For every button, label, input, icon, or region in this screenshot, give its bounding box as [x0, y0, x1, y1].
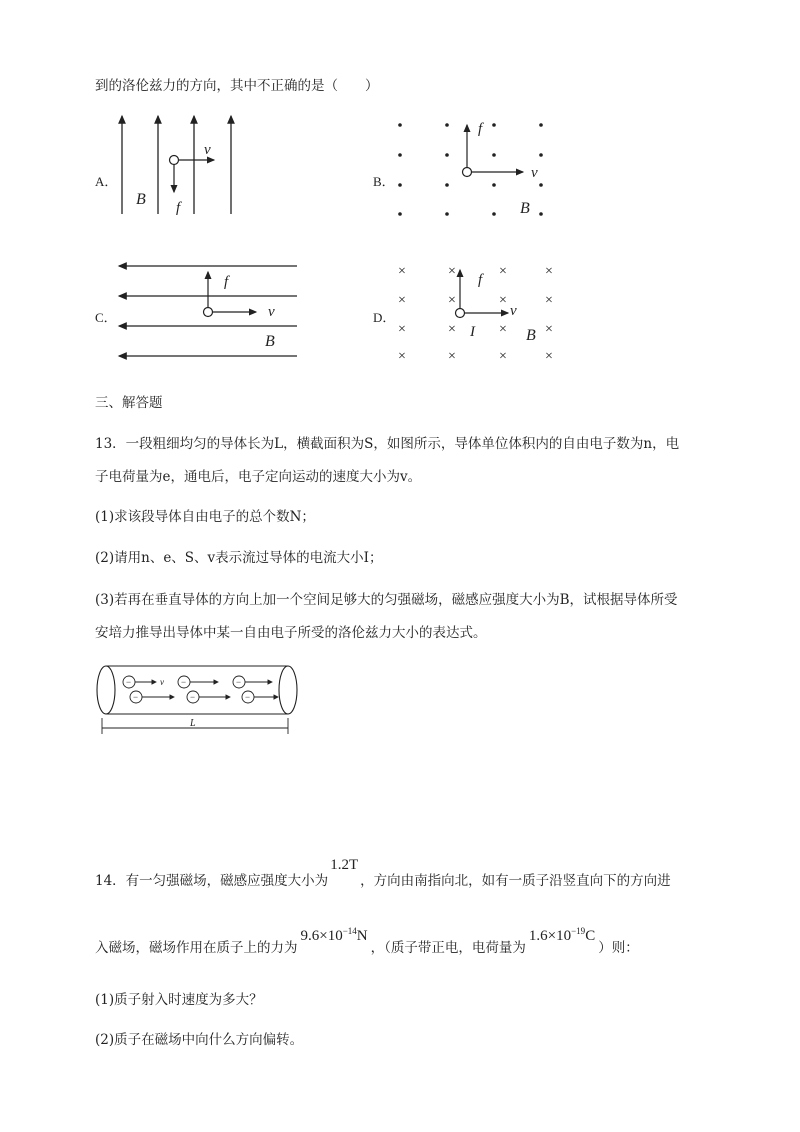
svg-text:×: ×: [545, 293, 553, 308]
diagram-a: [110, 108, 250, 220]
svg-text:×: ×: [545, 349, 553, 364]
svg-text:×: ×: [398, 349, 406, 364]
q13-part3-line2: 安培力推导出导体中某一自由电子所受的洛伦兹力大小的表达式。: [95, 625, 487, 641]
b-label: B: [520, 200, 530, 217]
f-label: f: [176, 200, 181, 216]
diagram-c: [113, 258, 303, 364]
q12-tail-text: 到的洛伦兹力的方向，其中不正确的是（ ）: [95, 78, 379, 94]
option-b-label: B．: [373, 174, 395, 189]
option-a-label: A．: [95, 174, 118, 189]
field-strength-value: 1.2T: [330, 857, 359, 873]
svg-text:×: ×: [499, 349, 507, 364]
q14-part1: (1)质子射入时速度为多大？: [95, 992, 263, 1008]
i-label: I: [470, 324, 475, 340]
svg-text:−: −: [190, 692, 196, 702]
svg-text:−: −: [126, 677, 132, 687]
q13-part2: (2)请用n、e、S、v表示流过导体的电流大小I；: [95, 550, 383, 566]
svg-text:×: ×: [499, 293, 507, 308]
svg-text:×: ×: [499, 322, 507, 337]
q14-line2: 入磁场，磁场作用在质子上的力为$9.6\times 10^{-14}N$，（质子带正电，电荷量为$1.6\times 10^{-19}C$）则：: [95, 926, 639, 956]
f-label: f: [224, 274, 229, 290]
svg-text:−: −: [236, 677, 242, 687]
option-d-label: D．: [373, 310, 396, 325]
svg-text:×: ×: [545, 322, 553, 337]
charge-value: $1.6\times 10^{-19}C$: [528, 926, 596, 944]
q13-part1: (1)求该段导体自由电子的总个数N；: [95, 509, 315, 525]
force-value: $9.6\times 10^{-14}N$: [300, 926, 368, 944]
v-label: v: [204, 142, 211, 158]
q14-part2: (2)质子在磁场中向什么方向偏转。: [95, 1032, 304, 1048]
v-label: v: [531, 165, 538, 181]
v-label: v: [268, 304, 275, 320]
svg-text:−: −: [181, 677, 187, 687]
diagram-d: [392, 258, 567, 364]
v-label: v: [510, 303, 517, 319]
svg-text:×: ×: [448, 349, 456, 364]
f-label: f: [478, 121, 483, 137]
diagram-b: [390, 115, 560, 225]
conductor-diagram: [92, 660, 307, 742]
v-label: v: [160, 677, 164, 687]
b-label: B: [265, 333, 275, 350]
f-label: f: [478, 272, 483, 288]
l-label: L: [190, 718, 196, 729]
svg-text:−: −: [133, 692, 139, 702]
q14-line1: 14．有一匀强磁场，磁感应强度大小为1.2T，方向由南指向北，如有一质子沿竖直向下的方向进: [95, 857, 671, 889]
svg-text:×: ×: [398, 293, 406, 308]
svg-text:×: ×: [398, 264, 406, 279]
svg-text:−: −: [245, 692, 251, 702]
b-label: B: [136, 191, 146, 208]
svg-text:×: ×: [448, 293, 456, 308]
svg-text:×: ×: [398, 322, 406, 337]
svg-text:×: ×: [448, 264, 456, 279]
svg-text:×: ×: [545, 264, 553, 279]
svg-text:×: ×: [499, 264, 507, 279]
q13-part3-line1: (3)若再在垂直导体的方向上加一个空间足够大的匀强磁场，磁感应强度大小为B，试根据导体所受: [95, 592, 678, 608]
q13-line1: 13．一段粗细均匀的导体长为L，横截面积为S，如图所示，导体单位体积内的自由电子数为n，电: [95, 436, 680, 452]
section-title: 三、解答题: [95, 395, 163, 411]
option-c-label: C．: [95, 310, 117, 325]
b-label: B: [526, 327, 536, 344]
svg-text:×: ×: [448, 322, 456, 337]
q13-line2: 子电荷量为e，通电后，电子定向运动的速度大小为v。: [95, 469, 422, 485]
